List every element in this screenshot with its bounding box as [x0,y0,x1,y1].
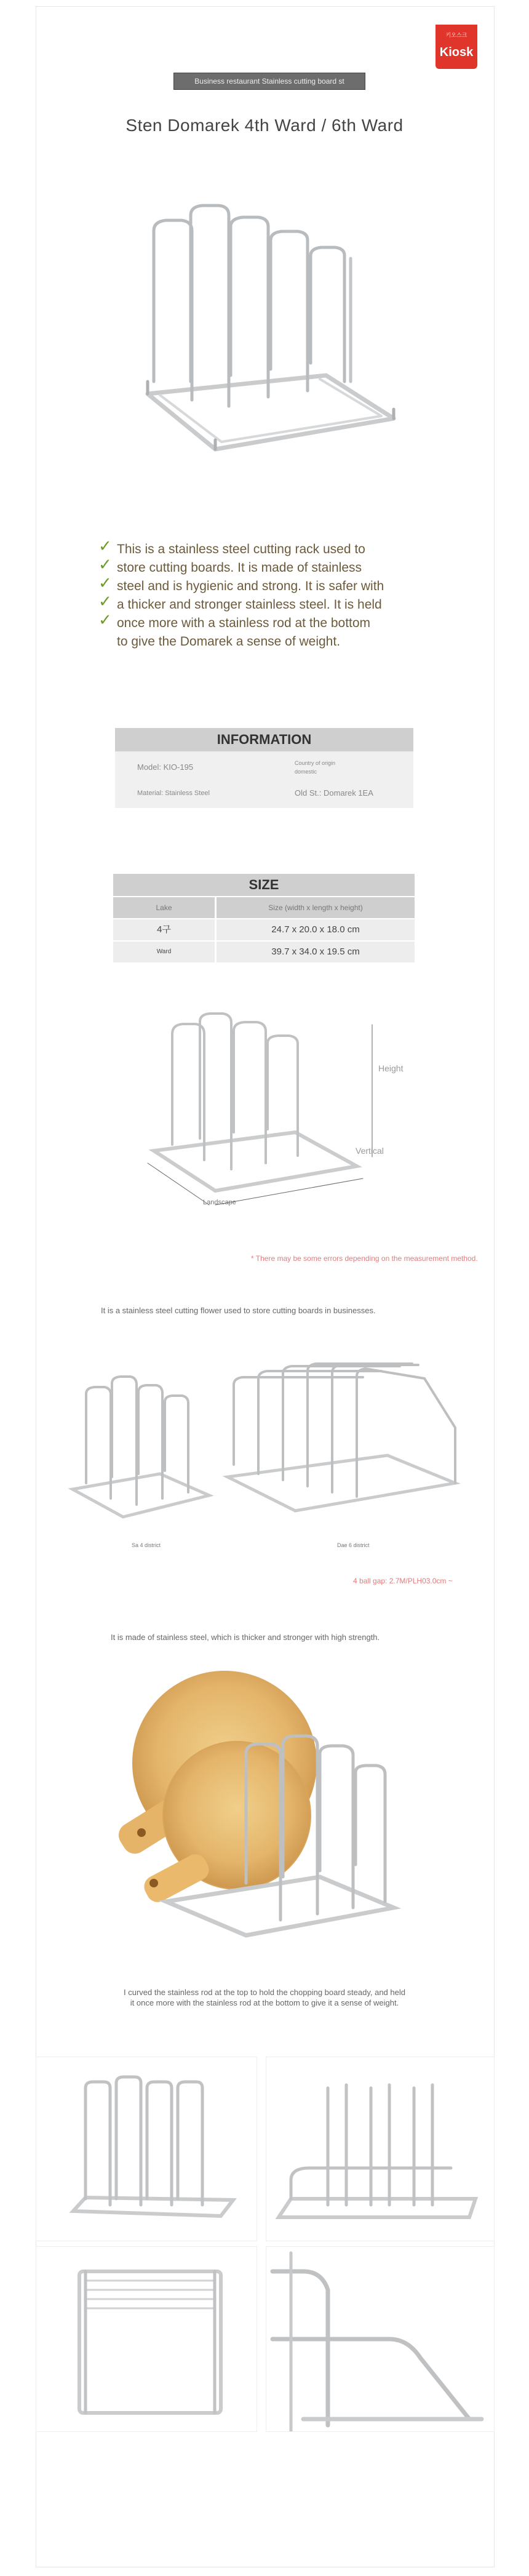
detail-image-top [36,2246,257,2432]
product-image-4-ward [68,1366,221,1526]
detail-image-front [36,2057,257,2241]
information-table [115,751,413,808]
section-caption-3b: it once more with the stainless rod at the bottom to give it a sense of weight. [130,1998,399,2007]
info-material: Material: Stainless Steel [137,790,210,797]
description-line: ✓ store cutting boards. It is made of stainless [98,555,362,575]
description-line: ✓ This is a stainless steel cutting rack used to [98,537,365,556]
description-line: ✓ steel and is hygienic and strong. It is safer with [98,574,384,593]
product-image-6-ward [221,1354,467,1526]
section-caption-2: It is made of stainless steel, which is thicker and stronger with high strength. [111,1633,380,1642]
check-icon: ✓ [98,555,112,574]
description-line: ✓ once more with a stainless rod at the bottom [98,610,371,630]
dimension-diagram [141,1009,424,1218]
check-icon: ✓ [98,592,112,610]
product-description [98,537,443,651]
size-row-value: 24.7 x 20.0 x 18.0 cm [217,919,415,940]
section-caption-1: It is a stainless steel cutting flower used to store cutting boards in businesses. [101,1306,376,1315]
size-table-row [113,919,415,940]
size-table-header [113,897,415,918]
size-row-name: 4구 [113,919,215,940]
info-model: Model: KIO-195 [137,762,194,772]
dimension-vertical-label: Vertical [356,1146,384,1156]
kiosk-logo[interactable] [436,25,477,69]
size-col-dimensions: Size (width x length x height) [217,897,415,918]
kiosk-logo-small: 키오스크 [445,32,467,38]
size-row-name: Ward [113,942,215,962]
section-caption-3a: I curved the stainless rod at the top to hold the chopping board steady, and held [124,1988,405,1997]
label-4-ward: Sa 4 district [132,1542,161,1548]
label-6-ward: Dae 6 district [337,1542,370,1548]
description-line: ✓ a thicker and stronger stainless steel. It is held [98,592,382,612]
info-country-value: domestic [295,769,317,775]
product-image-with-boards [98,1662,443,1945]
check-icon: ✓ [98,537,112,555]
size-row-value: 39.7 x 34.0 x 19.5 cm [217,942,415,962]
measurement-note: * There may be some errors depending on the measurement method. [251,1254,478,1263]
size-heading: SIZE [113,874,415,896]
product-image-main [123,197,406,498]
dimension-landscape-label: Landscape [203,1199,236,1206]
size-col-name: Lake [113,897,215,918]
info-country-label: Country of origin [295,760,336,766]
gap-note: 4 ball gap: 2.7M/PLH03.0cm ~ [353,1577,453,1585]
sub-banner: Business restaurant Stainless cutting board st [173,73,365,90]
dimension-height-label: Height [378,1063,404,1073]
size-table-row [113,942,415,962]
description-line: to give the Domarek a sense of weight. [117,634,341,649]
check-icon: ✓ [98,610,112,629]
page-title: Sten Domarek 4th Ward / 6th Ward [125,116,404,135]
info-composition: Old St.: Domarek 1EA [295,788,373,798]
detail-image-closeup [266,2246,495,2432]
detail-image-side [266,2057,495,2241]
information-heading: INFORMATION [115,728,413,751]
check-icon: ✓ [98,574,112,592]
kiosk-logo-text: Kiosk [439,46,474,59]
